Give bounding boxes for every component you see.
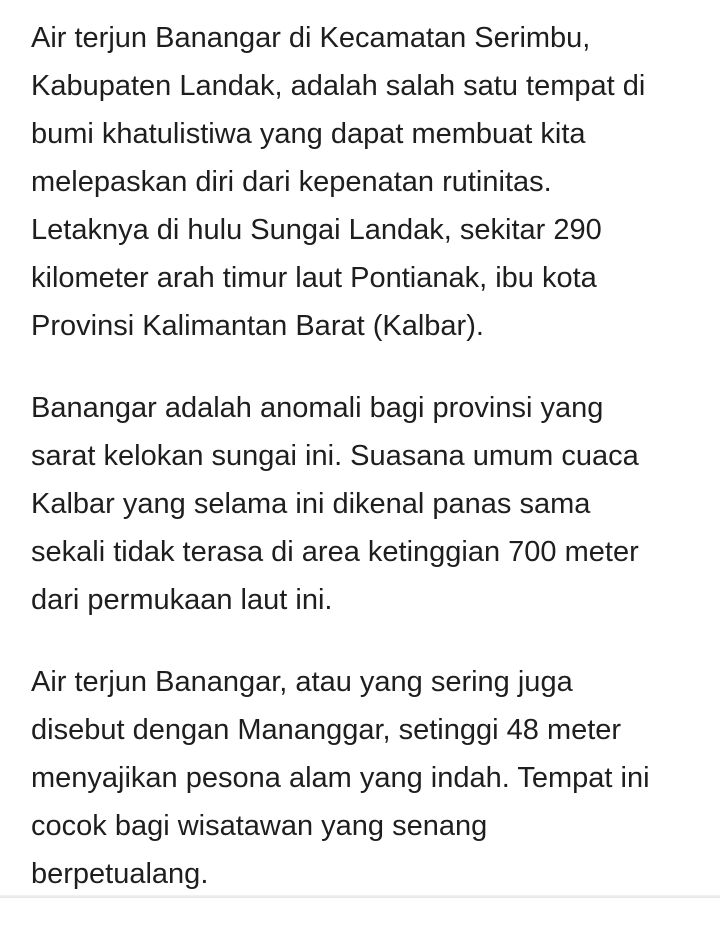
paragraph-line: dari permukaan laut ini. bbox=[31, 584, 333, 616]
paragraph-line: sekali tidak terasa di area ketinggian 700 meter bbox=[31, 536, 639, 568]
article-body bbox=[31, 14, 703, 932]
paragraph-line: Letaknya di hulu Sungai Landak, sekitar 290 bbox=[31, 214, 602, 246]
paragraph-line: Air terjun Banangar di Kecamatan Serimbu, bbox=[31, 22, 591, 54]
paragraph-line: Kalbar yang selama ini dikenal panas sama bbox=[31, 488, 591, 520]
paragraph-line: melepaskan diri dari kepenatan rutinitas. bbox=[31, 166, 552, 198]
paragraph-line: Banangar adalah anomali bagi provinsi yang bbox=[31, 392, 604, 424]
paragraph-line: Air terjun Banangar, atau yang sering juga bbox=[31, 666, 573, 698]
paragraph-line: bumi khatulistiwa yang dapat membuat kita bbox=[31, 118, 586, 150]
paragraph-line: cocok bagi wisatawan yang senang bbox=[31, 810, 488, 842]
paragraph-1 bbox=[31, 14, 703, 350]
paragraph-line: kilometer arah timur laut Pontianak, ibu kota bbox=[31, 262, 597, 294]
paragraph-line: Kabupaten Landak, adalah salah satu tempat di bbox=[31, 70, 646, 102]
paragraph-3 bbox=[31, 658, 703, 898]
paragraph-line: disebut dengan Mananggar, setinggi 48 meter bbox=[31, 714, 622, 746]
paragraph-line: menyajikan pesona alam yang indah. Tempat ini bbox=[31, 762, 650, 794]
paragraph-2 bbox=[31, 384, 703, 624]
paragraph-line: berpetualang. bbox=[31, 858, 209, 890]
paragraph-line: sarat kelokan sungai ini. Suasana umum cuaca bbox=[31, 440, 639, 472]
paragraph-line: Provinsi Kalimantan Barat (Kalbar). bbox=[31, 310, 484, 342]
